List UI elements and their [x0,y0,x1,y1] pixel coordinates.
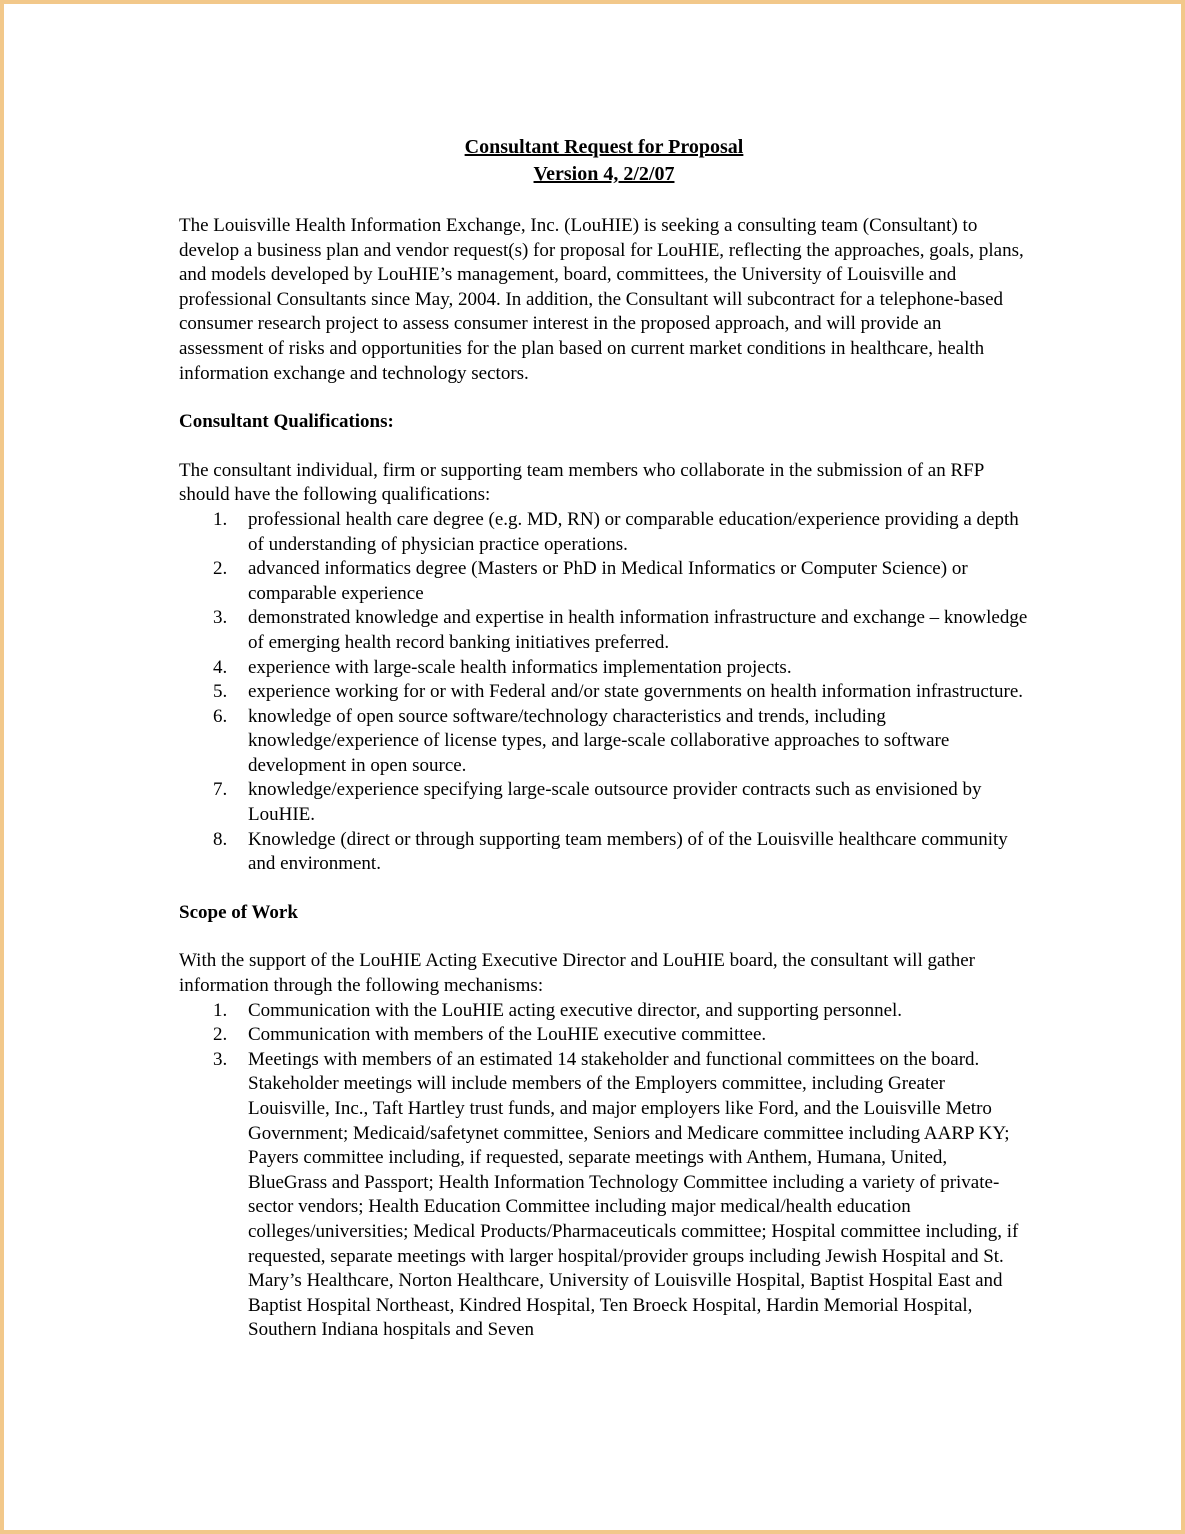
list-item-text: Communication with the LouHIE acting executive director, and supporting personnel. [248,999,903,1021]
list-item-text: Communication with members of the LouHIE executive committee. [248,1024,767,1046]
list-number: 4. [213,656,228,678]
list-item-text: experience with large-scale health informatics implementation projects. [248,656,792,678]
list-number: 3. [213,1048,228,1070]
list-number: 6. [213,705,228,727]
list-item-text: experience working for or with Federal and/or state governments on health information infrastructure. [248,681,1024,703]
list-item [179,557,1029,606]
qualifications-intro: The consultant individual, firm or supporting team members who collaborate in the submission of an RFP should have the following qualifications: [179,459,984,506]
list-number: 1. [213,508,228,530]
list-number: 2. [213,558,228,580]
list-number: 2. [213,1024,228,1046]
qualifications-heading: Consultant Qualifications: [179,411,394,433]
list-number: 7. [213,779,228,801]
list-item-text: Meetings with members of an estimated 14 stakeholder and functional committees on the board. Stakeholder meetings will include members of the Employers committee, including Greater Louisville, Inc., Taft Hartley trust funds, and major employers like Ford, and the Louisville Metro Government; Medicaid/safetynet committee, Seniors and Medicare committee including AARP KY; Payers committee including, if requested, separate meetings with Anthem, Humana, United, BlueGrass and Passport; Health Information Technology Committee including a variety of private-sector vendors; Health Education Committee including major medical/health education colleges/universities; Medical Products/Pharmaceuticals committee; Hospital committee including, if requested, separate meetings with larger hospital/provider groups including Jewish Hospital and St. Mary’s Healthcare, Norton Healthcare, University of Louisville Hospital, Baptist Hospital East and Baptist Hospital Northeast, Kindred Hospital, Ten Broeck Hospital, Hardin Memorial Hospital, Southern Indiana hospitals and Seven [248,1048,1019,1341]
list-item [179,606,1029,655]
list-item [179,680,1029,705]
list-item [179,508,1029,557]
scope-heading: Scope of Work [179,901,298,923]
list-item [179,705,1029,779]
list-item-text: demonstrated knowledge and expertise in health information infrastructure and exchange – knowledge of emerging health record banking initiatives preferred. [248,607,1028,653]
list-item [179,778,1029,827]
list-item-text: knowledge/experience specifying large-scale outsource provider contracts such as envisioned by LouHIE. [248,779,982,826]
list-number: 1. [213,999,228,1021]
list-item [179,656,1029,681]
scope-list [179,999,1029,1343]
list-item-text: advanced informatics degree (Masters or PhD in Medical Informatics or Computer Science) or comparable experience [248,558,968,604]
list-item [179,828,1029,877]
list-item-text: professional health care degree (e.g. MD, RN) or comparable education/experience providing a depth of understanding of physician practice operations. [248,508,1019,555]
list-number: 3. [213,607,228,629]
document-page [179,134,1029,1367]
list-number: 5. [213,681,228,703]
list-item-text: knowledge of open source software/technology characteristics and trends, including knowledge/experience of license types, and large-scale collaborative approaches to software development in open source. [248,705,950,776]
list-number: 8. [213,828,228,850]
qualifications-list [179,508,1029,877]
intro-paragraph: The Louisville Health Information Exchange, Inc. (LouHIE) is seeking a consulting team (Consultant) to develop a business plan and vendor request(s) for proposal for LouHIE, reflecting the approaches, goals, plans, and models developed by LouHIE’s management, board, committees, the University of Louisville and professional Consultants since May, 2004. In addition, the Consultant will subcontract for a telephone-based consumer research project to assess consumer interest in the proposed approach, and will provide an assessment of risks and opportunities for the plan based on current market conditions in healthcare, health information exchange and technology sectors. [179,215,1024,384]
scope-intro: With the support of the LouHIE Acting Executive Director and LouHIE board, the consultant will gather information through the following mechanisms: [179,950,975,997]
title-block [179,134,1029,188]
list-item-text: Knowledge (direct or through supporting team members) of of the Louisville healthcare community and environment. [248,828,1008,875]
document-version: Version 4, 2/2/07 [533,163,675,185]
list-item [179,1023,1029,1048]
document-title: Consultant Request for Proposal [464,136,744,158]
list-item [179,999,1029,1024]
list-item [179,1048,1029,1343]
